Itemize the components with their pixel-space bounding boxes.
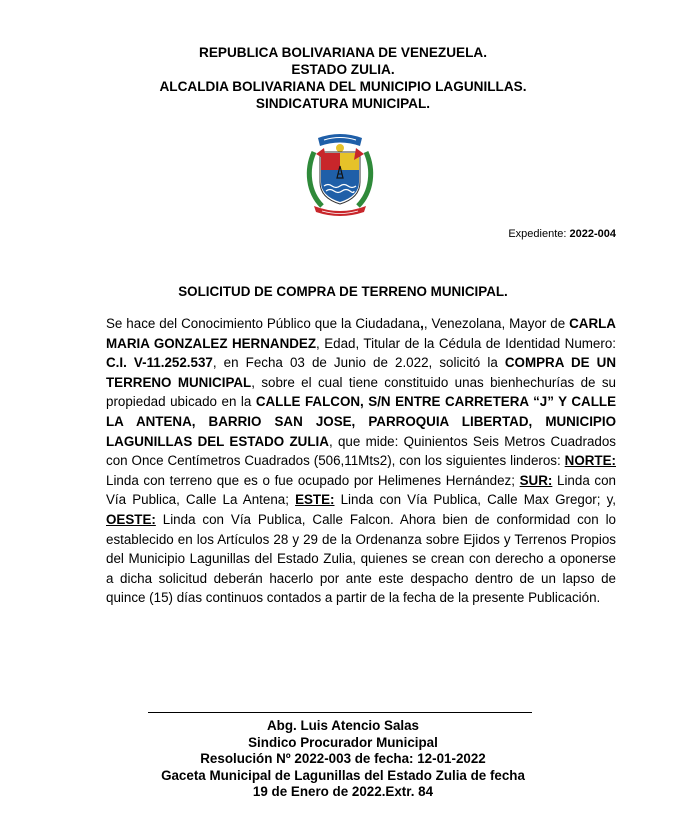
body-text: Linda con Vía Publica, Calle La Antena; bbox=[106, 472, 616, 508]
signature-block bbox=[0, 718, 686, 801]
document-title: SOLICITUD DE COMPRA DE TERRENO MUNICIPAL. bbox=[178, 284, 508, 299]
applicant-name: CARLA MARIA GONZALEZ HERNANDEZ bbox=[106, 316, 616, 351]
signatory-name: Abg. Luis Atencio Salas bbox=[266, 718, 420, 733]
municipal-coat-of-arms-icon bbox=[304, 130, 376, 218]
resolution-reference: Resolución Nº 2022-003 de fecha: 12-01-2022 bbox=[200, 751, 486, 767]
body-text: Linda con Vía Publica, Calle Max Gregor; y, bbox=[334, 492, 617, 508]
header-line-sindicatura: SINDICATURA MUNICIPAL. bbox=[255, 96, 431, 111]
header-line-republica: REPUBLICA BOLIVARIANA DE VENEZUELA. bbox=[199, 45, 487, 60]
header-line-alcaldia: ALCALDIA BOLIVARIANA DEL MUNICIPIO LAGUNILLAS. bbox=[159, 79, 527, 94]
body-text: , Venezolana, Mayor de bbox=[423, 316, 570, 331]
body-text: , que mide: Quinientos Seis Metros Cuadrados con Once Centímetros Cuadrados (506,11Mts2), con los siguientes linderos: bbox=[106, 433, 616, 469]
header-line-estado: ESTADO ZULIA. bbox=[291, 62, 395, 77]
expediente-number bbox=[508, 228, 616, 240]
boundary-oeste: OESTE: bbox=[106, 511, 156, 527]
property-address: CALLE FALCON, S/N ENTRE CARRETERA “J” Y CALLE LA ANTENA, BARRIO SAN JOSE, PARROQUIA LIBERTAD, MUNICIPIO LAGUNILLAS DEL ESTADO ZULIA bbox=[106, 394, 617, 449]
signature-line bbox=[148, 712, 532, 713]
gazette-date: 19 de Enero de 2022.Extr. 84 bbox=[252, 784, 434, 800]
body-text: , sobre el cual tiene constituido unas bienhechurías de su propiedad ubicado en la bbox=[106, 374, 616, 410]
boundary-este: ESTE: bbox=[295, 492, 335, 508]
signatory-role: Sindico Procurador Municipal bbox=[248, 734, 438, 750]
boundary-sur: SUR: bbox=[519, 472, 553, 488]
body-text: Linda con terreno que es o fue ocupado por Helimenes Hernández; bbox=[106, 472, 520, 488]
body-text: Linda con Vía Publica, Calle Falcon. Ahora bien de conformidad con lo establecido en los Artículos 28 y 29 de la Ordenanza sobre Ejidos y Terrenos Propios del Municipio Lagunillas del Estado Zulia, quienes se crean con derecho a oponerse a dicha solicitud deberán hacerlo por ante este despacho dentro de un lapso de quince (15) días continuos contados a partir de la fecha de la presente Publicación. bbox=[106, 511, 616, 606]
gazette-reference: Gaceta Municipal de Lagunillas del Estado Zulia de fecha bbox=[161, 767, 525, 783]
expediente-label: Expediente: bbox=[508, 228, 570, 240]
request-type: COMPRA DE UN TERRENO MUNICIPAL bbox=[106, 355, 616, 390]
document-header bbox=[0, 44, 686, 112]
publication-body: Se hace del Conocimiento Público que la Ciudadana,, Venezolana, Mayor de CARLA MARIA GONZALEZ HERNANDEZ, Edad, Titular de la Cédula de Identidad Numero: C.I. V-11.252.537, en Fecha 03 de Junio de 2.022, solicitó la COMPRA DE UN TERRENO MUNICIPAL, sobre el cual tiene constituido unas bienhechurías de su propiedad ubicado en la CALLE FALCON, S/N ENTRE CARRETERA “J” Y CALLE LA ANTENA, BARRIO SAN JOSE, PARROQUIA LIBERTAD, MUNICIPIO LAGUNILLAS DEL ESTADO ZULIA, que mide: Quinientos Seis Metros Cuadrados con Once Centímetros Cuadrados (506,11Mts2), con los siguientes linderos: NORTE: Linda con terreno que es o fue ocupado por Helimenes Hernández; SUR: Linda con Vía Publica, Calle La Antena; ESTE: Linda con Vía Publica, Calle Max Gregor; y, OESTE: Linda con Vía Publica, Calle Falcon. Ahora bien de conformidad con lo establecido en los Artículos 28 y 29 de la Ordenanza sobre Ejidos y Terrenos Propios del Municipio Lagunillas del Estado Zulia, quienes se crean con derecho a oponerse a dicha solicitud deberán hacerlo por ante este despacho dentro de un lapso de quince (15) días continuos contados a partir de la fecha de la presente Publicación. bbox=[106, 316, 617, 606]
expediente-value: 2022-004 bbox=[569, 228, 616, 240]
boundary-norte: NORTE: bbox=[564, 453, 616, 469]
cedula-number: C.I. V-11.252.537 bbox=[106, 355, 213, 371]
body-text: Se hace del Conocimiento Público que la Ciudadana bbox=[106, 316, 421, 331]
body-text: , Edad, Titular de la Cédula de Identidad Numero: bbox=[316, 335, 616, 351]
body-text: , en Fecha 03 de Junio de 2.022, solicitó la bbox=[212, 355, 505, 371]
